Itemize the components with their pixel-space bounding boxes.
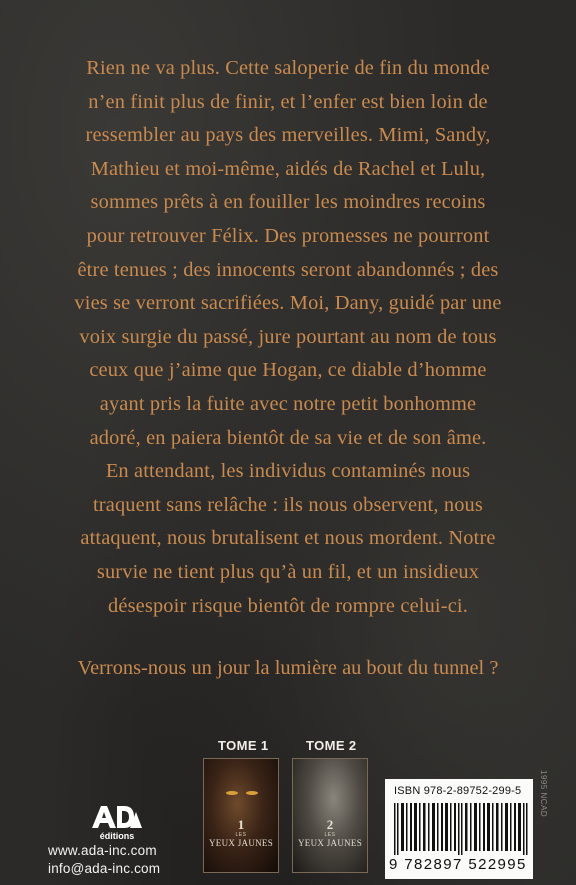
book-series-title: YEUX JAUNES xyxy=(297,838,363,848)
publisher-email: info@ada-inc.com xyxy=(48,861,161,876)
blurb-line: Rien ne va plus. Cette saloperie de fin du monde xyxy=(86,57,490,79)
book-series-title: YEUX JAUNES xyxy=(208,838,274,848)
eye-icon xyxy=(226,791,238,795)
closing-question: Verrons-nous un jour la lumière au bout du tunnel ? xyxy=(77,657,499,679)
blurb-line: voix surgie du passé, jure pourtant au nom de tous xyxy=(79,325,497,348)
book-cover-tome-1 xyxy=(203,758,279,873)
isbn-text: ISBN 978-2-89752-299-5 xyxy=(394,785,522,797)
blurb-line: En attendant, les individus contaminés nous xyxy=(105,460,471,483)
blurb-line: désespoir risque bientôt de rompre celui-ci. xyxy=(108,594,468,617)
tome-2-label: TOME 2 xyxy=(306,738,357,753)
publisher-subtitle: éditions xyxy=(99,831,135,841)
barcode-icon xyxy=(394,803,530,855)
book-number: 2 xyxy=(326,817,334,832)
barcode-digits: 9 782897 522995 xyxy=(389,856,527,873)
blurb-line: traquent sans relâche : ils nous observent, nous xyxy=(92,493,483,516)
blurb-line: ressembler au pays des merveilles. Mimi, Sandy, xyxy=(85,124,491,147)
blurb-line: Mathieu et moi-même, aidés de Rachel et Lulu, xyxy=(90,157,486,180)
blurb-line: survie ne tient plus qu’à un fil, et un insidieux xyxy=(96,560,480,583)
publisher-website: www.ada-inc.com xyxy=(48,843,157,858)
eye-icon xyxy=(246,791,258,795)
blurb-line: adoré, en paiera bientôt de sa vie et de son âme. xyxy=(89,426,487,449)
blurb-line: ayant pris la fuite avec notre petit bonhomme xyxy=(99,392,477,415)
blurb-line: sommes prêts à en fouiller les moindres recoins xyxy=(90,191,486,214)
publisher-block xyxy=(50,802,186,844)
blurb-line: attaquent, nous brutalisent et nous mordent. Notre xyxy=(80,527,496,550)
blurb-line: être tenues ; des innocents seront abandonnés ; des xyxy=(77,258,499,281)
tome-1-label: TOME 1 xyxy=(218,738,269,753)
blurb-line: vies se verront sacrifiées. Moi, Dany, guidé par une xyxy=(74,292,502,315)
book-series-prefix: LES xyxy=(324,832,336,838)
book-cover-tome-2 xyxy=(292,758,368,873)
ada-logo-icon xyxy=(90,802,144,832)
spine-code: 1995 NCAD xyxy=(539,770,548,818)
book-series-prefix: LES xyxy=(235,832,247,838)
blurb-line: ceux que j’aime que Hogan, ce diable d’homme xyxy=(89,359,487,382)
blurb-line: pour retrouver Félix. Des promesses ne pourront xyxy=(86,224,490,247)
blurb-text xyxy=(30,52,546,623)
book-number: 1 xyxy=(237,817,245,832)
blurb-line: n’en finit plus de finir, et l’enfer est bien loin de xyxy=(88,90,488,113)
